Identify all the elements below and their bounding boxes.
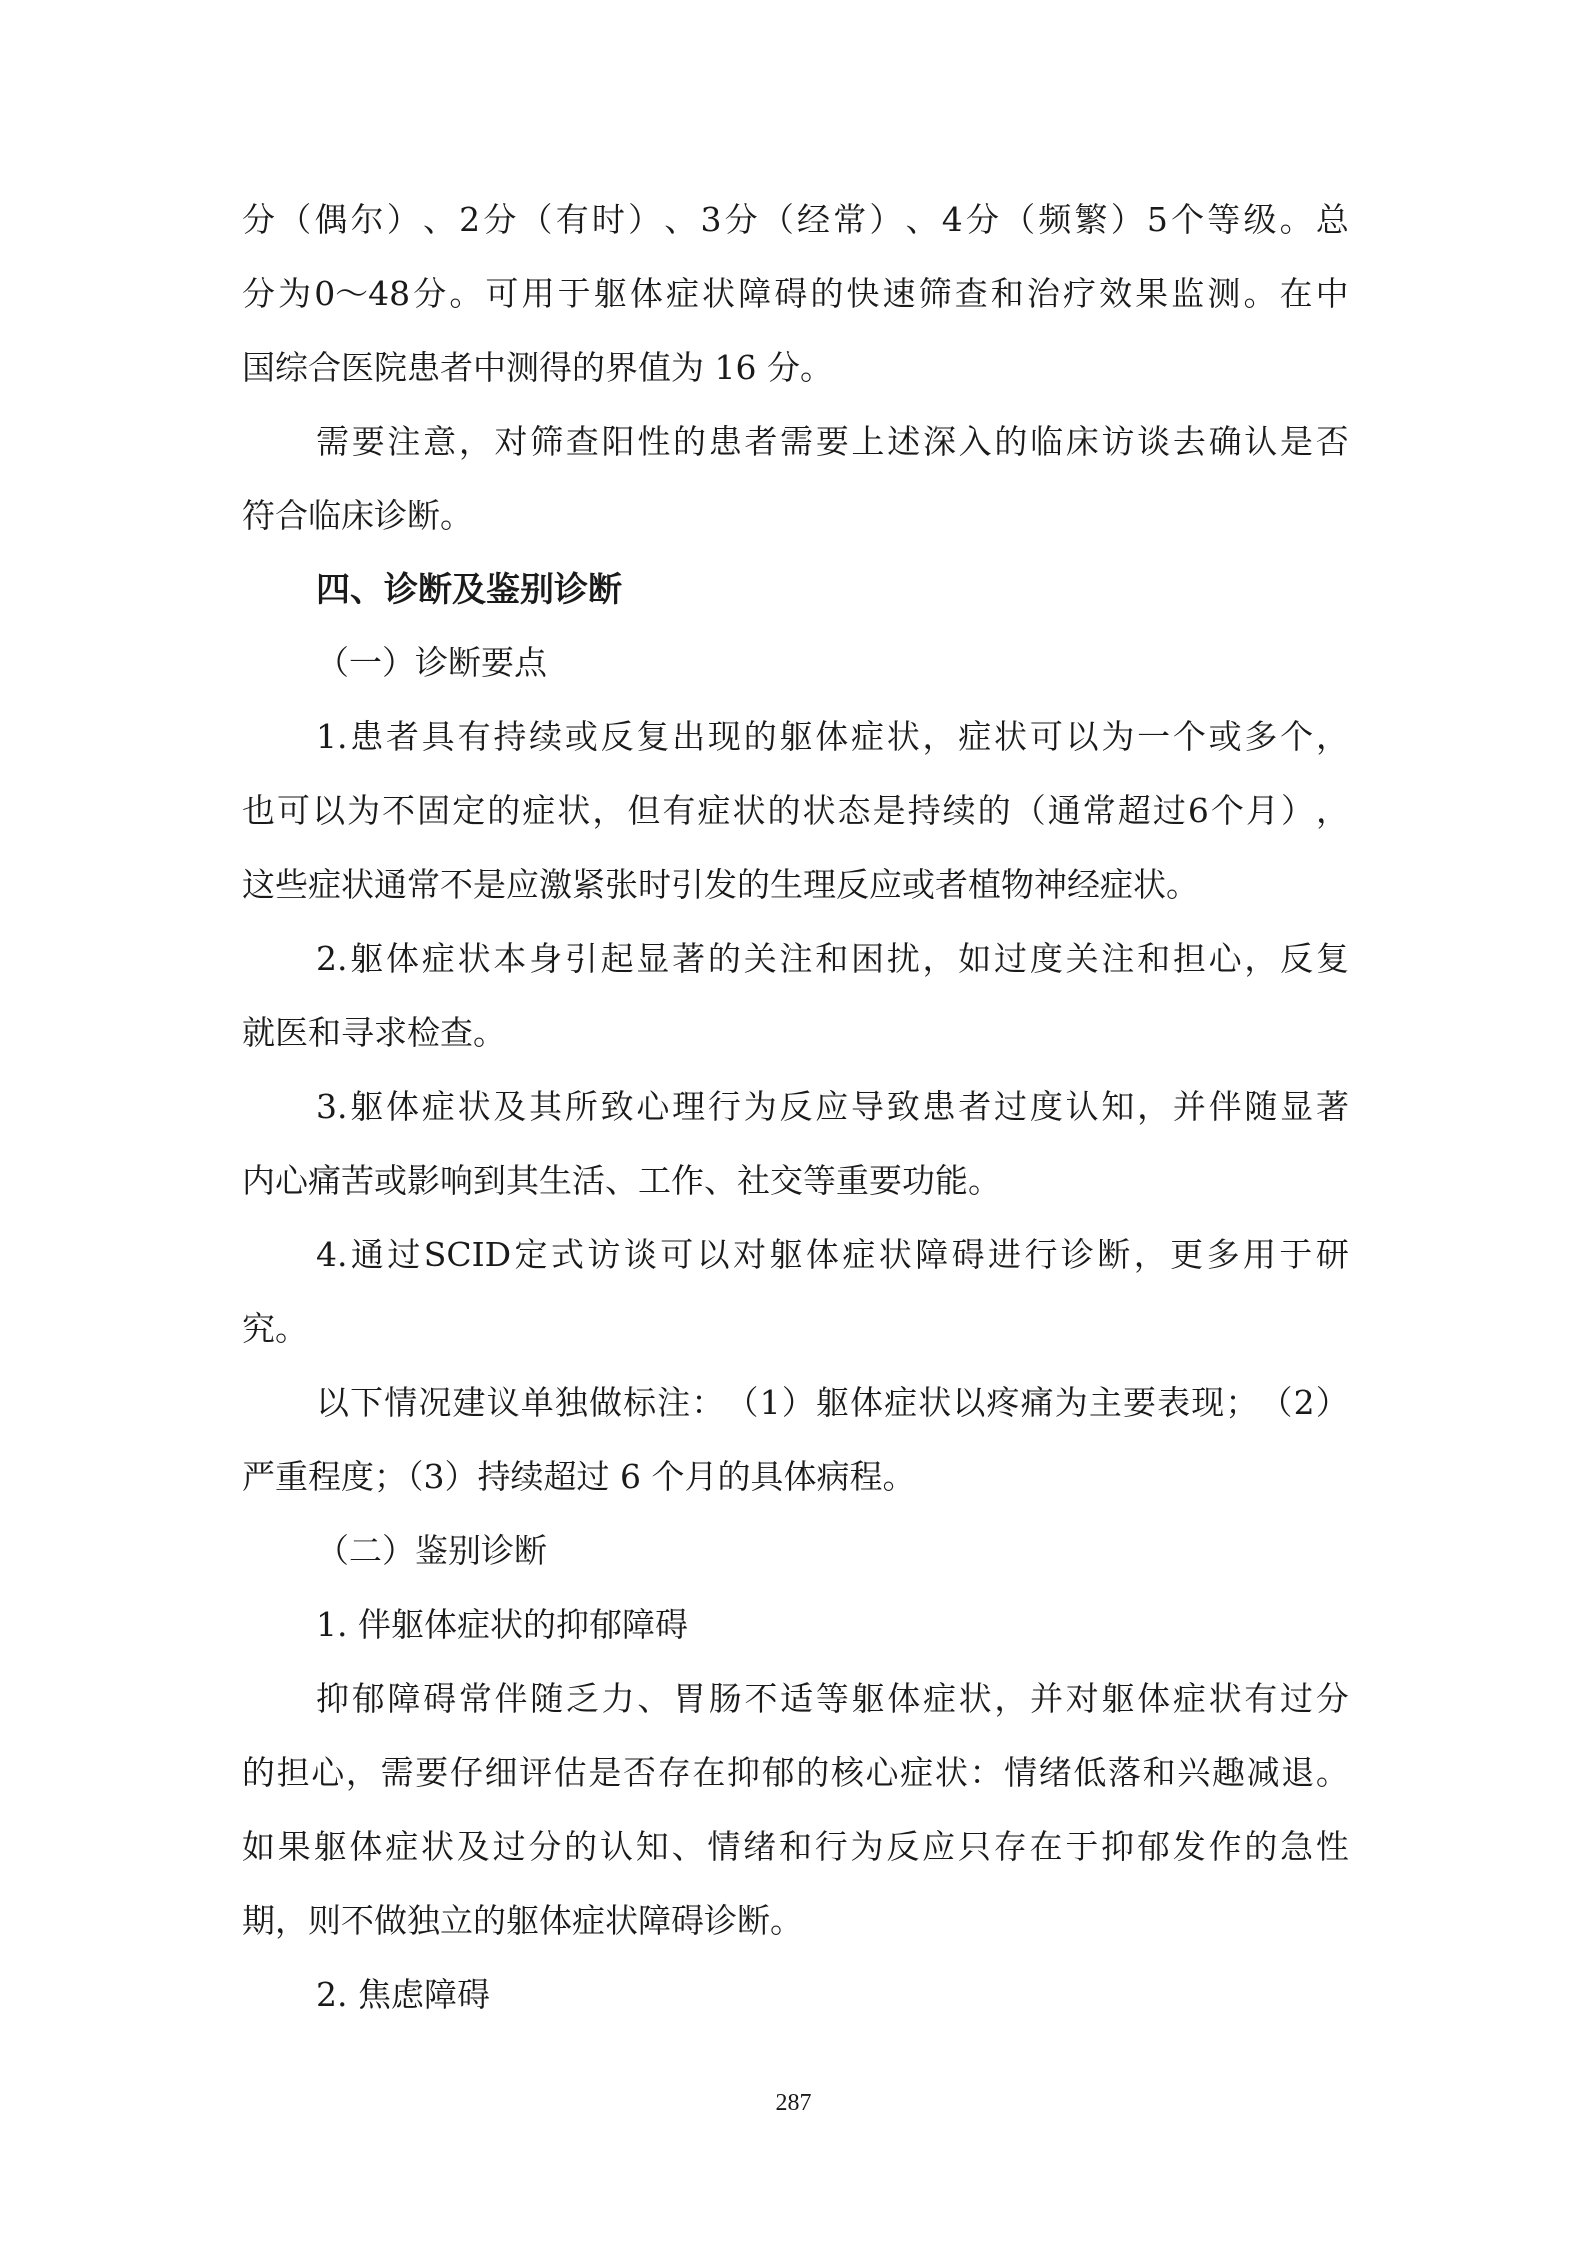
paragraph-line: 内心痛苦或影响到其生活、工作、社交等重要功能。 — [242, 1161, 1001, 1200]
paragraph-line: 分 （ 偶 尔 ） 、 2 分 （ 有 时 ） 、 3 分 （ 经 常 ） 、 4 分 （ 频 繁 ） 5 个 等 级 。 总 — [242, 200, 1349, 239]
subsection-heading: （一）诊断要点 — [316, 643, 547, 682]
paragraph-line: 符合临床诊断。 — [242, 496, 473, 535]
paragraph-line: 1. 患 者 具 有 持 续 或 反 复 出 现 的 躯 体 症 状 ， 症 状 可 以 为 一 个 或 多 个 ， — [316, 717, 1349, 756]
paragraph-line: 国综合医院患者中测得的界值为 16 分。 — [242, 348, 833, 387]
page-number: 287 — [775, 2090, 812, 2116]
paragraph-line: 究。 — [242, 1309, 308, 1348]
paragraph-line: 4. 通 过 SCID 定 式 访 谈 可 以 对 躯 体 症 状 障 碍 进 行 诊 断 ， 更 多 用 于 研 — [316, 1235, 1349, 1274]
section-heading: 四、诊断及鉴别诊断 — [316, 570, 622, 610]
paragraph-line: 这些症状通常不是应激紧张时引发的生理反应或者植物神经症状。 — [242, 865, 1199, 904]
paragraph-line: 2. 躯 体 症 状 本 身 引 起 显 著 的 关 注 和 困 扰 ， 如 过 度 关 注 和 担 心 ， 反 复 — [316, 939, 1349, 978]
paragraph-line: 抑 郁 障 碍 常 伴 随 乏 力 、 胃 肠 不 适 等 躯 体 症 状 ， 并 对 躯 体 症 状 有 过 分 — [316, 1679, 1349, 1718]
paragraph-line: 就医和寻求检查。 — [242, 1013, 506, 1052]
paragraph-line: 2. 焦虑障碍 — [316, 1975, 490, 2014]
paragraph-line: 期，则不做独立的躯体症状障碍诊断。 — [242, 1901, 803, 1940]
subsection-heading: （二）鉴别诊断 — [316, 1531, 547, 1570]
paragraph-line: 分 为 0～48 分 。 可 用 于 躯 体 症 状 障 碍 的 快 速 筛 查 和 治 疗 效 果 监 测 。 在 中 — [242, 274, 1349, 313]
paragraph-line: 严重程度；（3）持续超过 6 个月的具体病程。 — [242, 1457, 916, 1496]
paragraph-line: 需 要 注 意 ， 对 筛 查 阳 性 的 患 者 需 要 上 述 深 入 的 临 床 访 谈 去 确 认 是 否 — [316, 422, 1349, 461]
paragraph-line: 也 可 以 为 不 固 定 的 症 状 ， 但 有 症 状 的 状 态 是 持 续 的 （ 通 常 超 过 6 个 月 ） ， — [242, 791, 1349, 830]
paragraph-line: 1. 伴躯体症状的抑郁障碍 — [316, 1605, 688, 1644]
paragraph-line: 以 下 情 况 建 议 单 独 做 标 注 ： （ 1 ） 躯 体 症 状 以 疼 痛 为 主 要 表 现 ； （ 2 ） — [316, 1383, 1349, 1422]
paragraph-line: 的 担 心 ， 需 要 仔 细 评 估 是 否 存 在 抑 郁 的 核 心 症 状 ： 情 绪 低 落 和 兴 趣 减 退 。 — [242, 1753, 1349, 1792]
paragraph-line: 如 果 躯 体 症 状 及 过 分 的 认 知 、 情 绪 和 行 为 反 应 只 存 在 于 抑 郁 发 作 的 急 性 — [242, 1827, 1349, 1866]
paragraph-line: 3. 躯 体 症 状 及 其 所 致 心 理 行 为 反 应 导 致 患 者 过 度 认 知 ， 并 伴 随 显 著 — [316, 1087, 1349, 1126]
